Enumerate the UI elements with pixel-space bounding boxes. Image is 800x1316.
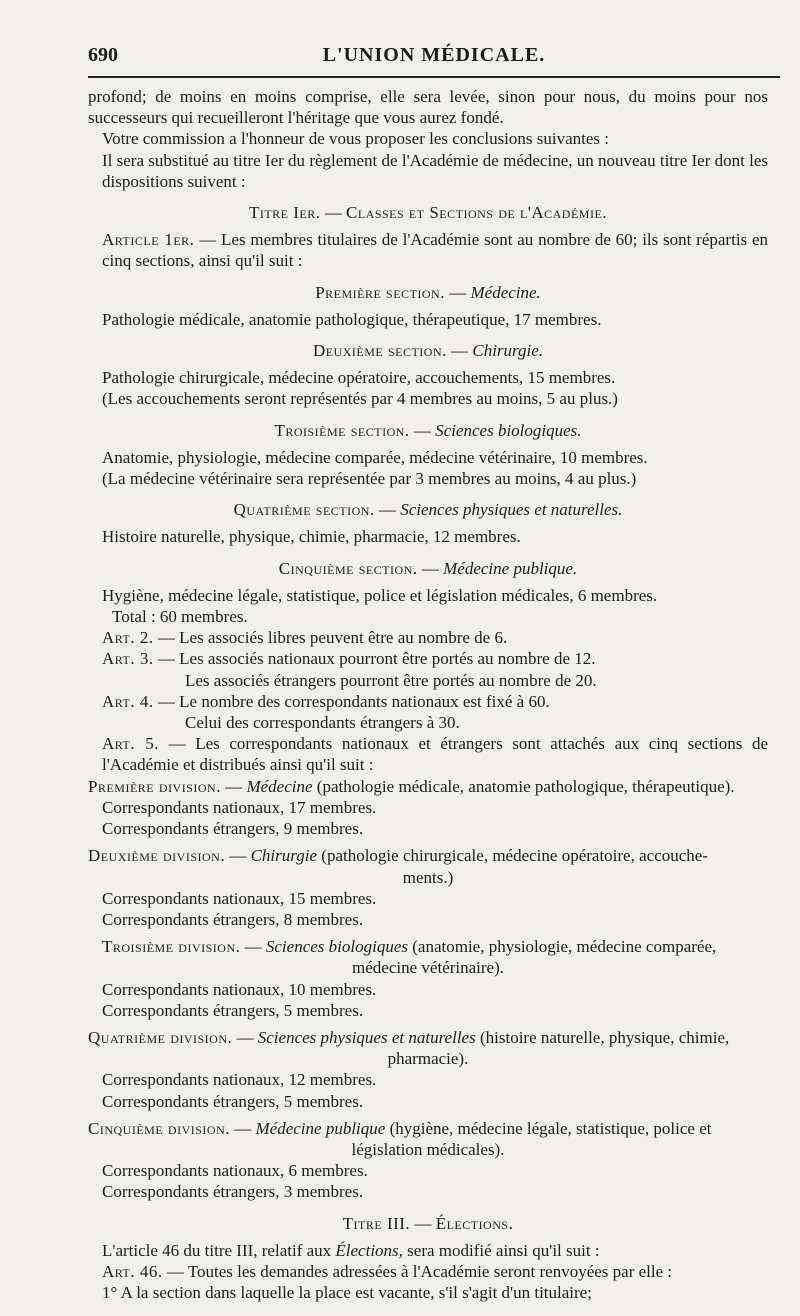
closing-paragraph: L'article 46 du titre III, relatif aux Élections, sera modifié ainsi qu'il suit : [102, 1240, 600, 1260]
correspondants-nationaux: Correspondants nationaux, 6 membres. [102, 1161, 368, 1181]
article-46: Art. 46. — Toutes les demandes adressées à l'Académie seront renvoyées par elle : [102, 1261, 673, 1281]
section-heading: Cinquième section. — Médecine publique. [278, 558, 578, 578]
article-46-item-1: 1° A la section dans laquelle la place est vacante, s'il s'agit d'un titulaire; [102, 1283, 592, 1303]
paragraph: Il sera substitué au titre Ier du règlement de l'Académie de médecine, un nouveau titre Ier dont les dispositions suivent : [102, 150, 768, 191]
correspondants-etrangers: Correspondants étrangers, 9 membres. [102, 819, 364, 839]
running-title: L'UNION MÉDICALE. [322, 44, 546, 66]
correspondants-nationaux: Correspondants nationaux, 17 membres. [102, 797, 377, 817]
article-3-continuation: Les associés étrangers pourront être portés au nombre de 20. [185, 670, 597, 690]
section-content: Pathologie médicale, anatomie pathologique, thérapeutique, 17 membres. [102, 309, 602, 329]
section-note: (La médecine vétérinaire sera représentée par 3 membres au moins, 4 au plus.) [102, 469, 637, 489]
division-heading: Quatrième division. — Sciences physiques et naturelles (histoire naturelle, physique, chimie, [88, 1027, 730, 1047]
division-heading: Deuxième division. — Chirurgie (pathologie chirurgicale, médecine opératoire, accouche- [88, 846, 708, 866]
paragraph: Votre commission a l'honneur de vous proposer les conclusions suivantes : [102, 129, 610, 149]
section-content: Histoire naturelle, physique, chimie, pharmacie, 12 membres. [102, 527, 521, 547]
division-desc-continuation: médecine vétérinaire). [352, 958, 504, 978]
section-content: Hygiène, médecine légale, statistique, police et législation médicales, 6 membres. [102, 585, 658, 605]
correspondants-etrangers: Correspondants étrangers, 8 membres. [102, 909, 364, 929]
division-heading: Première division. — Médecine (pathologie médicale, anatomie pathologique, thérapeutique). [88, 776, 735, 796]
division-desc-continuation: législation médicales). [351, 1139, 505, 1159]
header-rule [88, 76, 780, 78]
division-desc-continuation: pharmacie). [387, 1049, 469, 1069]
correspondants-nationaux: Correspondants nationaux, 15 membres. [102, 888, 377, 908]
correspondants-etrangers: Correspondants étrangers, 5 membres. [102, 1000, 364, 1020]
section-content: Anatomie, physiologie, médecine comparée, médecine vétérinaire, 10 membres. [102, 447, 648, 467]
article-4: Art. 4. — Le nombre des correspondants nationaux est fixé à 60. [102, 691, 550, 711]
titre-1-heading: Titre Ier. — Classes et Sections de l'Académie. [248, 203, 608, 223]
paragraph: profond; de moins en moins comprise, elle sera levée, sinon pour nous, du moins pour nos successeurs qui recueilleront l'héritage que vous aurez fondé. [88, 87, 768, 128]
article-4-continuation: Celui des correspondants étrangers à 30. [185, 713, 460, 733]
correspondants-nationaux: Correspondants nationaux, 10 membres. [102, 979, 377, 999]
article-1: Article 1er. — Les membres titulaires de l'Académie sont au nombre de 60; ils sont répartis en cinq sections, ainsi qu'il suit : [102, 230, 769, 271]
page-number: 690 [88, 44, 118, 66]
division-desc-continuation: ments.) [402, 867, 454, 887]
section-heading: Première section. — Médecine. [315, 282, 541, 302]
titre-3-heading: Titre III. — Élections. [342, 1213, 514, 1233]
section-heading: Quatrième section. — Sciences physiques et naturelles. [233, 500, 623, 520]
page-header [88, 44, 780, 72]
section-heading: Deuxième section. — Chirurgie. [312, 341, 544, 361]
correspondants-nationaux: Correspondants nationaux, 12 membres. [102, 1070, 377, 1090]
correspondants-etrangers: Correspondants étrangers, 5 membres. [102, 1091, 364, 1111]
division-heading: Cinquième division. — Médecine publique (hygiène, médecine légale, statistique, police et [88, 1118, 712, 1138]
correspondants-etrangers: Correspondants étrangers, 3 membres. [102, 1182, 364, 1202]
section-heading: Troisième section. — Sciences biologiques. [274, 420, 582, 440]
article-3: Art. 3. — Les associés nationaux pourront être portés au nombre de 12. [102, 649, 596, 669]
section-total: Total : 60 membres. [112, 607, 248, 627]
division-heading: Troisième division. — Sciences biologiques (anatomie, physiologie, médecine comparée, [102, 937, 717, 957]
article-2: Art. 2. — Les associés libres peuvent être au nombre de 6. [102, 628, 508, 648]
article-5: Art. 5. — Les correspondants nationaux et étrangers sont attachés aux cinq sections de l'Académie et distribués ainsi qu'il suit : [102, 734, 769, 775]
section-content: Pathologie chirurgicale, médecine opératoire, accouchements, 15 membres. [102, 368, 616, 388]
body-text [88, 86, 768, 1303]
section-note: (Les accouchements seront représentés par 4 membres au moins, 5 au plus.) [102, 389, 618, 409]
